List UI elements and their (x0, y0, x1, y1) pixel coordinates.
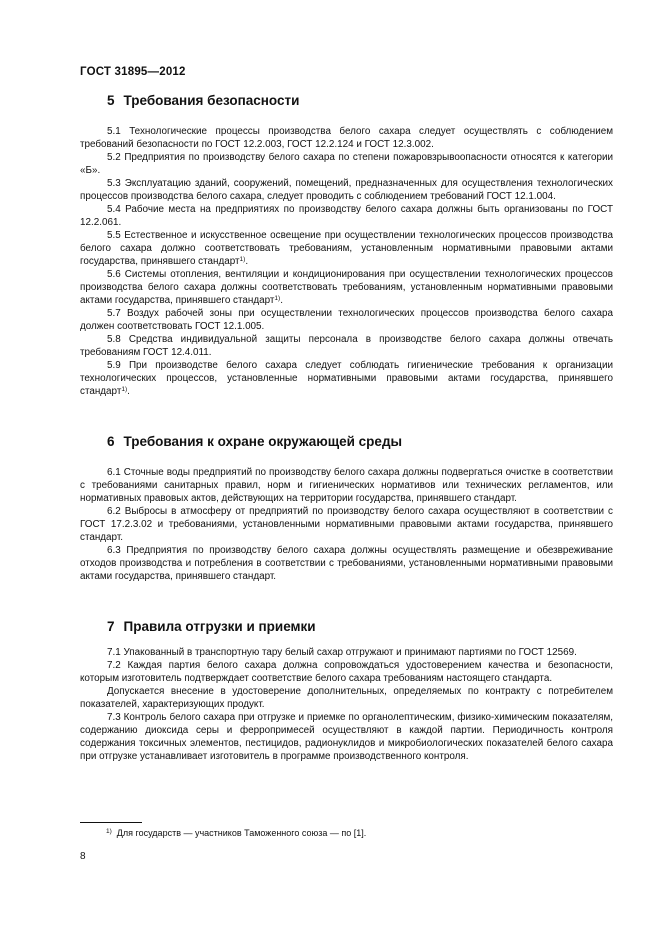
paragraph-6-2: 6.2 Выбросы в атмосферу от предприятий по производству белого сахара осуществляют в соответствии с ГОСТ 17.2.3.02 и требованиями, установленными нормативными правовыми актами государства, принявшего стандарт. (80, 506, 613, 543)
paragraph-5-1: 5.1 Технологические процессы производства белого сахара следует осуществлять с соблюдением требований безопасности по ГОСТ 12.2.003, ГОСТ 12.2.124 и ГОСТ 12.3.002. (80, 126, 613, 150)
footnote (106, 828, 366, 838)
paragraph-6-3: 6.3 Предприятия по производству белого сахара должны осуществлять размещение и обезвреживание отходов производства и потребления в соответствии с требованиями, установленными нормативными правовыми актами государства, принявшего стандарт. (80, 545, 613, 582)
document-header: ГОСТ 31895—2012 (80, 66, 186, 78)
section-number: 5 (107, 93, 115, 108)
paragraph-5-7: 5.7 Воздух рабочей зоны при осуществлении технологических процессов производства белого сахара должен соответствовать ГОСТ 12.1.005. (80, 308, 613, 332)
footnote-mark: 1) (239, 256, 246, 263)
section-7 (80, 619, 613, 637)
paragraph-5-4: 5.4 Рабочие места на предприятиях по производству белого сахара должны быть организованы по ГОСТ 12.2.061. (80, 204, 613, 228)
paragraph-7-3: 7.3 Контроль белого сахара при отгрузке и приемке по органолептическим, физико-химическим показателям, содержанию диоксида серы и ферропримесей осуществляют в каждой партии. Периодичность контроля содержания токсичных элементов, пестицидов, радионуклидов и микробиологических показателей белого сахара при отгрузке устанавливает изготовитель в программе производственного контроля. (80, 712, 613, 762)
paragraph-end: . (280, 295, 283, 306)
footnote-mark: 1) (274, 295, 281, 302)
section-heading: Требования безопасности (123, 93, 300, 108)
section-6 (80, 434, 613, 452)
paragraph-5-9 (80, 359, 613, 398)
paragraph-5-5 (80, 229, 613, 268)
paragraph-end: . (127, 386, 130, 397)
section-title (107, 434, 613, 452)
section-heading: Требования к охране окружающей среды (123, 434, 403, 449)
section-title (107, 619, 613, 637)
section-title (107, 93, 613, 111)
section-6-body (80, 466, 613, 583)
paragraph-text: 5.9 При производстве белого сахара следует соблюдать гигиенические требования к организации технологических процессов, установленные нормативными правовыми актами государства, принявшего стандарт (80, 360, 613, 397)
section-5-body (80, 125, 613, 398)
section-5 (80, 93, 613, 111)
section-heading: Правила отгрузки и приемки (123, 619, 316, 634)
paragraph-7-2: 7.2 Каждая партия белого сахара должна сопровождаться удостоверением качества и безопасности, которым изготовитель подтверждает соответствие белого сахара требованиям настоящего стандарта. (80, 660, 613, 684)
footnote-separator (80, 822, 142, 823)
paragraph-5-8: 5.8 Средства индивидуальной защиты персонала в производстве белого сахара должны отвечать требованиям ГОСТ 12.4.011. (80, 334, 613, 358)
paragraph-7-2-note: Допускается внесение в удостоверение дополнительных, определяемых по контракту с потребителем показателей, характеризующих продукт. (80, 686, 613, 710)
paragraph-5-6 (80, 268, 613, 307)
section-7-body (80, 646, 613, 763)
paragraph-text: 5.6 Системы отопления, вентиляции и кондиционирования при осуществлении технологических процессов производства белого сахара должны соответствовать требованиям, установленным нормативными правовыми актами государства, принявшего стандарт (80, 269, 613, 306)
footnote-mark: 1) (106, 828, 112, 835)
paragraph-5-3: 5.3 Эксплуатацию зданий, сооружений, помещений, предназначенных для осуществления технологических процессов производства белого сахара, следует проводить с соблюдением требований ГОСТ 12.1.004. (80, 178, 613, 202)
paragraph-5-2: 5.2 Предприятия по производству белого сахара по степени пожаровзрывоопасности относятся к категории «Б». (80, 152, 613, 176)
footnote-text: Для государств — участников Таможенного союза — по [1]. (116, 828, 367, 838)
paragraph-text: 5.5 Естественное и искусственное освещение при осуществлении технологических процессов производства белого сахара должно соответствовать требованиям, установленным нормативными правовыми актами государства, принявшего стандарт (80, 230, 613, 267)
footnote-mark: 1) (121, 386, 128, 393)
section-number: 6 (107, 434, 115, 449)
paragraph-7-1: 7.1 Упакованный в транспортную тару белый сахар отгружают и принимают партиями по ГОСТ 12569. (107, 647, 577, 658)
page-number: 8 (80, 851, 86, 862)
section-number: 7 (107, 619, 115, 634)
paragraph-end: . (245, 256, 249, 267)
paragraph-6-1: 6.1 Сточные воды предприятий по производству белого сахара должны подвергаться очистке в соответствии с требованиями санитарных правил, норм и гигиенических нормативов или технических регламентов, или нормативных правовых актов, действующих на территории государства, принявшего стандарт. (80, 467, 613, 504)
